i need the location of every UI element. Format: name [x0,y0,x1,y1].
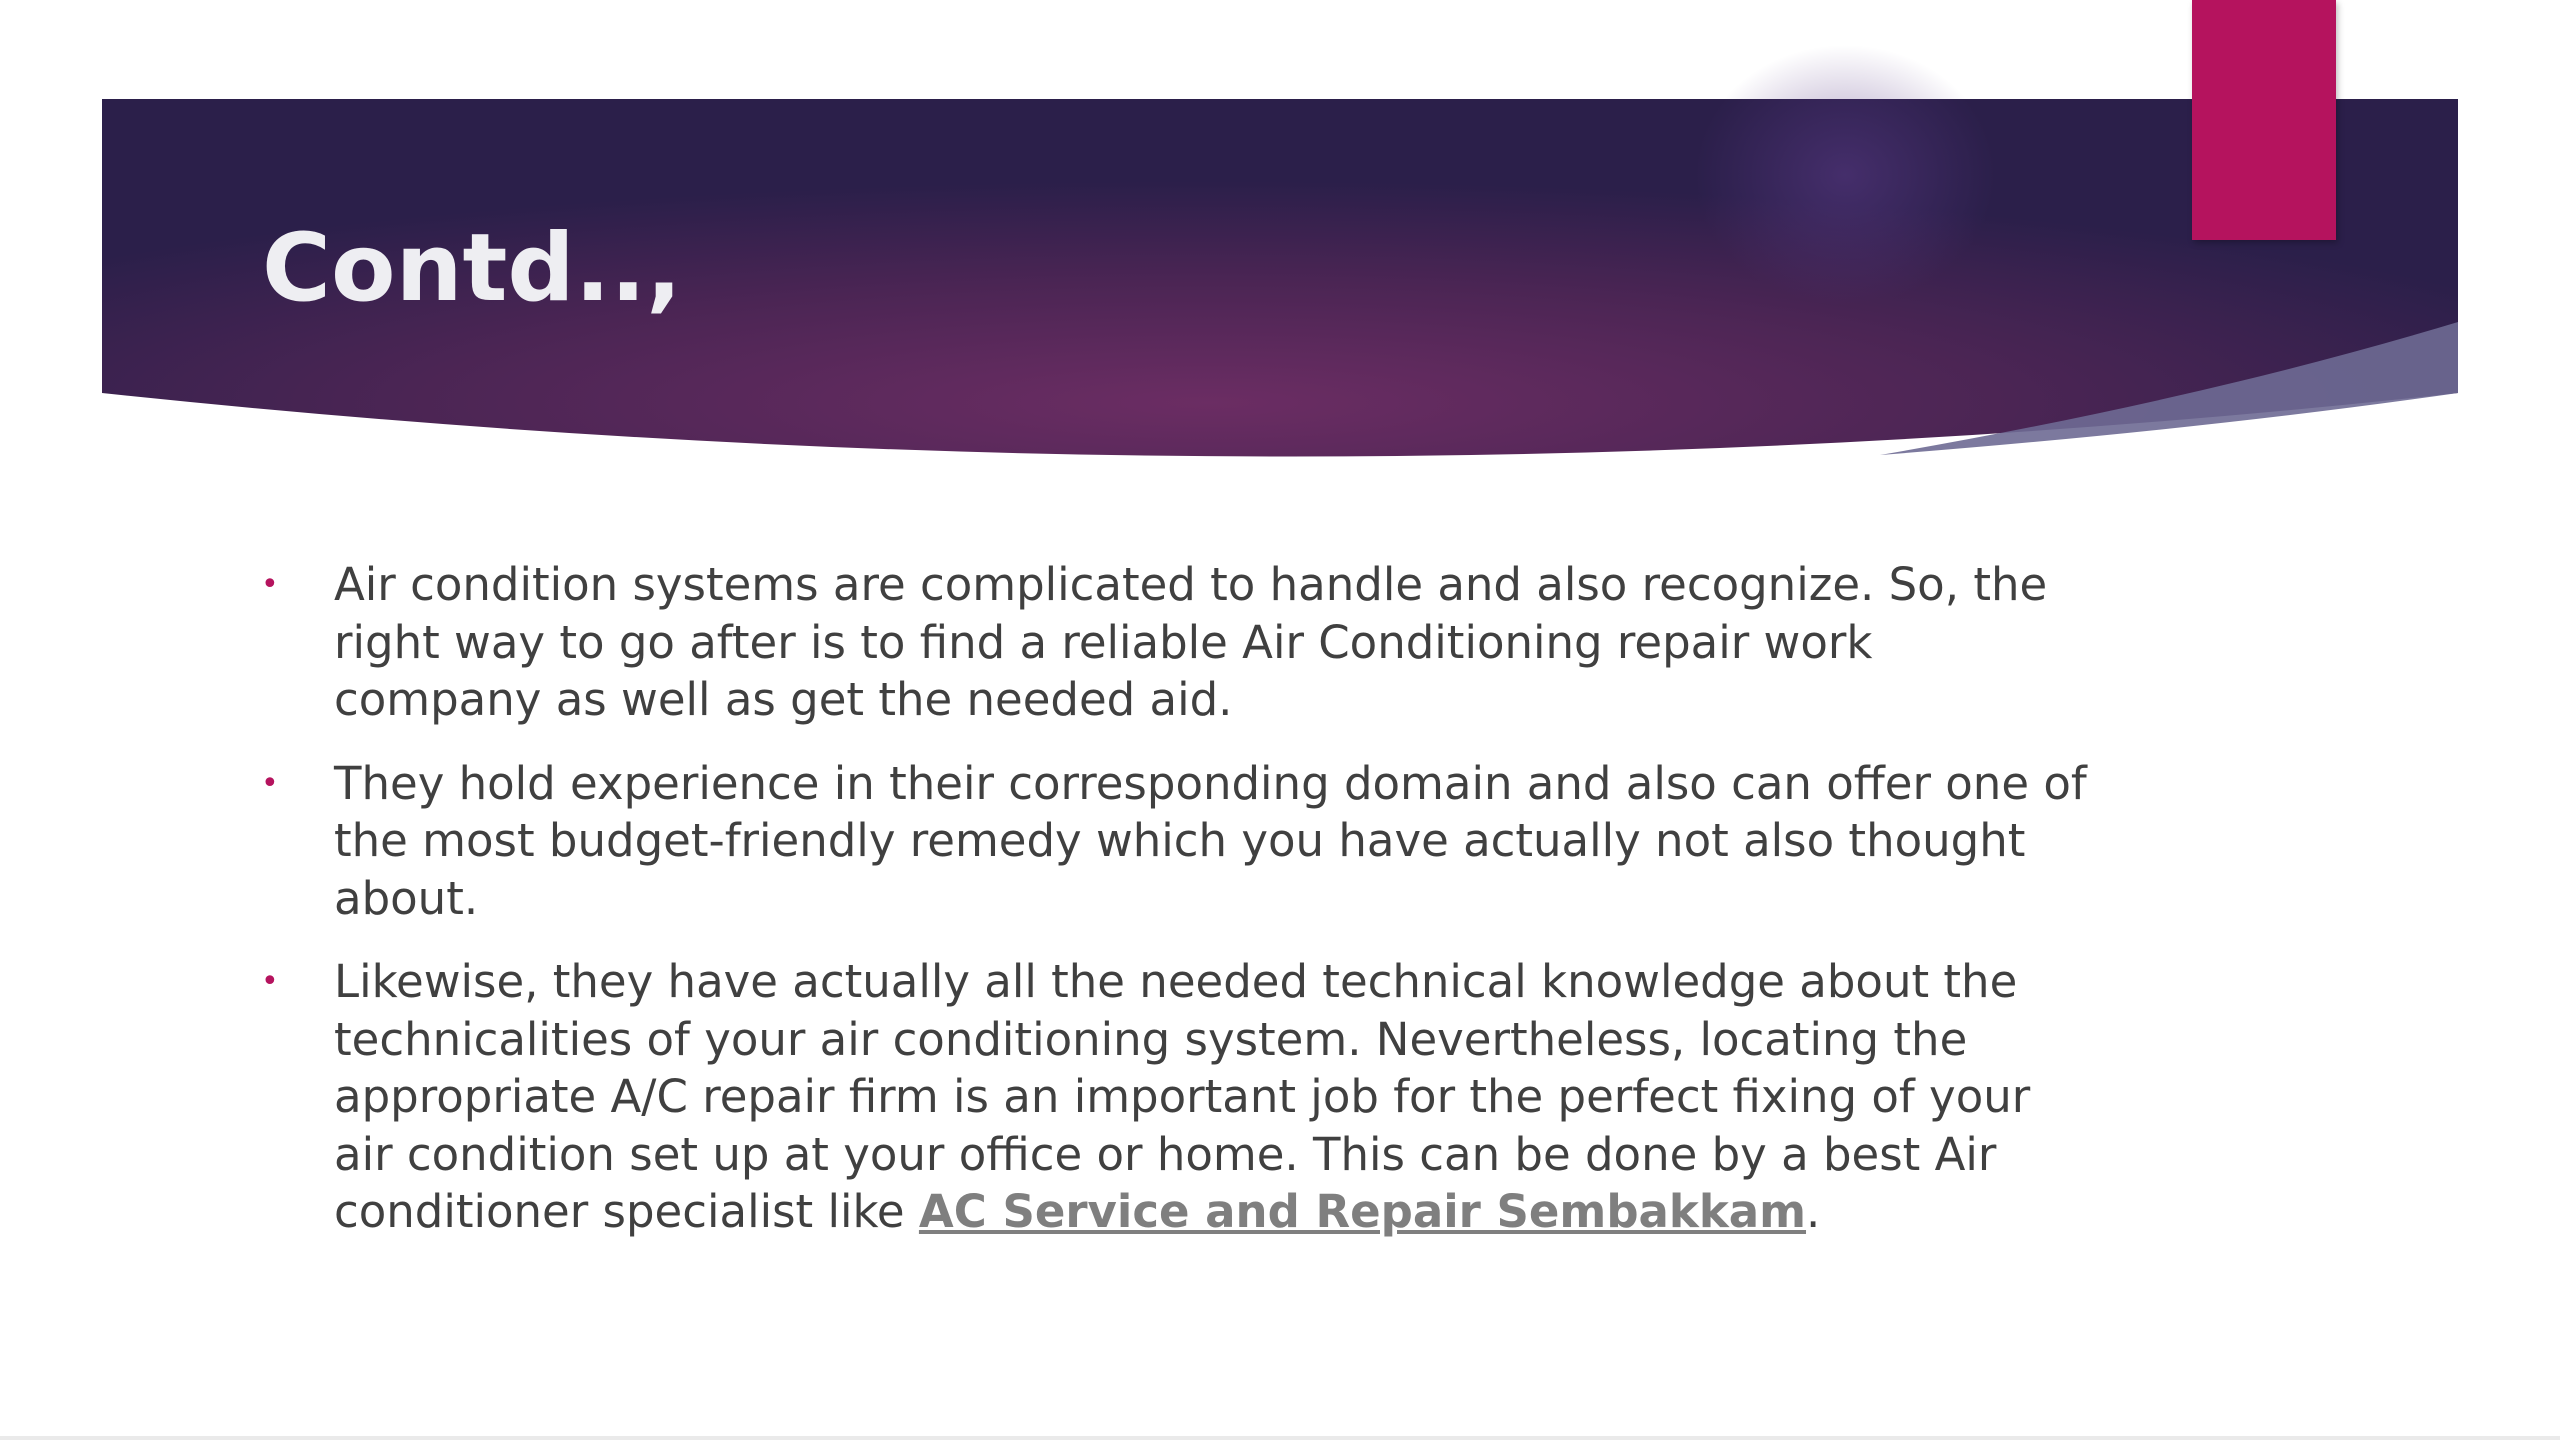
bullet-item [258,556,2088,729]
bullet-list [258,556,2088,1267]
slide-title: Contd.., [262,214,682,323]
bullet-text: Air condition systems are complicated to handle and also recognize. So, the right way to go after is to find a reliable Air Conditioning repair work company as well as get the needed aid. [334,558,2048,726]
bullet-icon: • [261,567,279,602]
bullet-icon: • [261,765,279,801]
bullet-item [258,953,2088,1241]
bottom-divider [0,1436,2560,1440]
bullet-text: Likewise, they have actually all the needed technical knowledge about the technicalities of your air conditioning system. Nevertheless, locating the appropriate A/C repair firm is an important job for the perfect fixing of your air condition set up at your office or home. This can be done by a best Air conditioner specialist like [334,955,2031,1238]
bullet-text: They hold experience in their corresponding domain and also can offer one of the most budget-friendly remedy which you have actually not also thought about. [334,756,2087,925]
bullet-text-end: . [1806,1185,1821,1238]
service-link[interactable]: AC Service and Repair Sembakkam [918,1185,1807,1238]
bullet-icon: • [261,964,279,999]
bullet-item [258,755,2088,928]
accent-tab [2192,0,2336,240]
banner-glow [1695,45,1995,305]
